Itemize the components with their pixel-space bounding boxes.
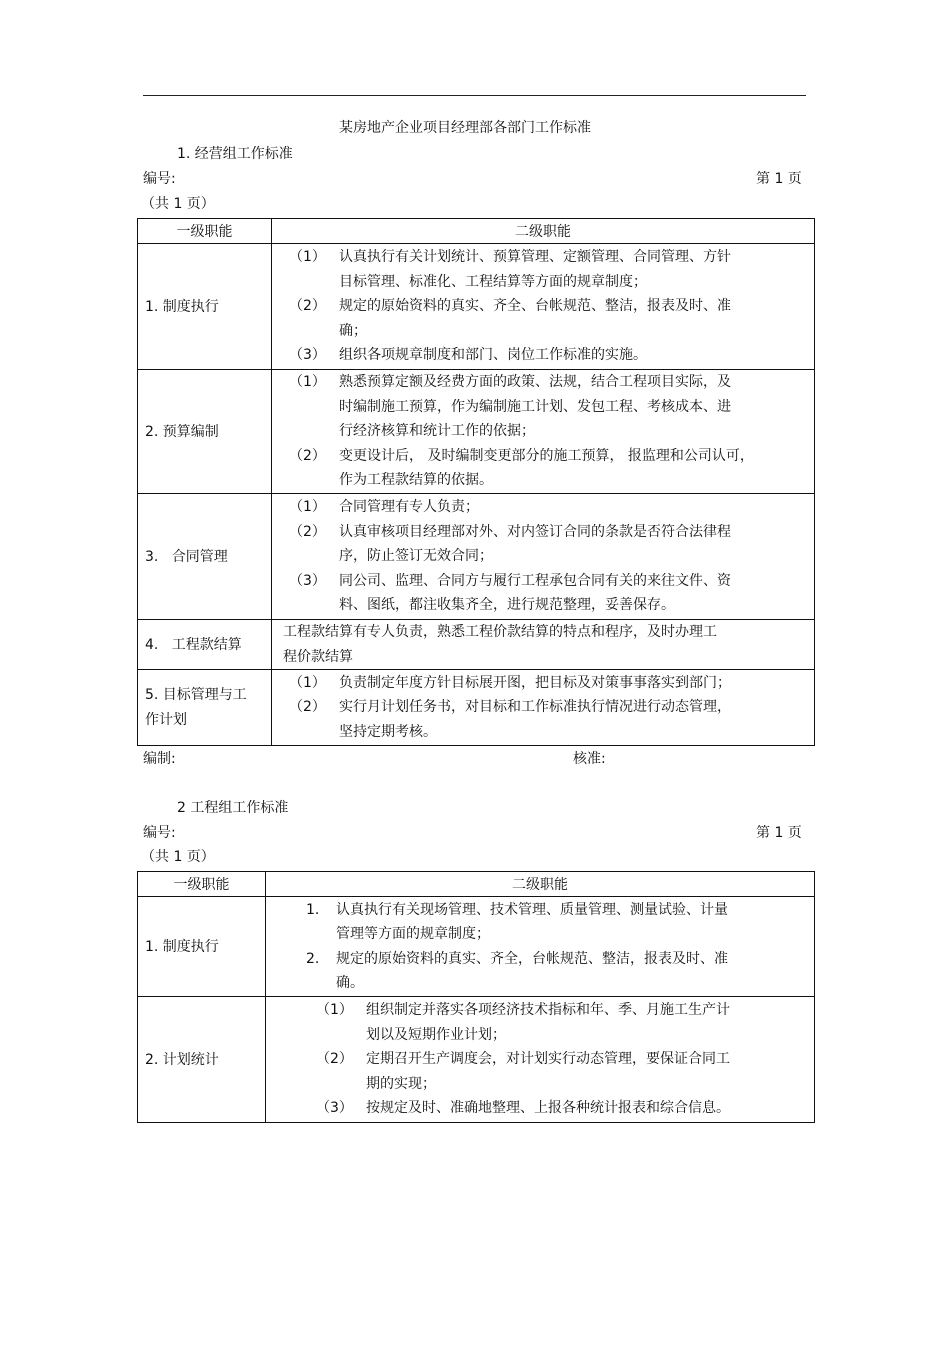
list-item xyxy=(289,695,814,744)
list-item xyxy=(289,343,814,368)
item-text: 认真执行有关计划统计、预算管理、定额管理、合同管理、方针 目标管理、标准化、工程结算等方面的规章制度； xyxy=(339,249,731,290)
item-text: 合同管理有专人负责； xyxy=(339,499,479,516)
compiled-label: 编制: xyxy=(143,751,176,767)
item-number: 1. xyxy=(306,901,320,918)
list-item xyxy=(316,1096,814,1121)
level1-cell: 3. 合同管理 xyxy=(138,494,272,620)
section2-total-label: （共 1 页） xyxy=(141,849,215,865)
table-header-row xyxy=(138,872,815,897)
item-text: 按规定及时、准确地整理、上报各种统计报表和综合信息。 xyxy=(366,1100,730,1117)
item-text: 认真审核项目经理部对外、对内签订合同的条款是否符合法律程 序，防止签订无效合同； xyxy=(339,523,731,565)
section1-table xyxy=(137,218,815,746)
item-number: （3） xyxy=(289,572,326,589)
item-text: 组织各项规章制度和部门、岗位工作标准的实施。 xyxy=(339,347,647,364)
list-item xyxy=(289,294,814,343)
section1-heading: 1. 经营组工作标准 xyxy=(177,146,293,162)
list-item xyxy=(289,671,814,696)
item-number: 2. xyxy=(306,950,320,967)
list-item xyxy=(289,569,814,618)
section1-code-label: 编号: xyxy=(143,171,176,187)
item-text: 定期召开生产调度会，对计划实行动态管理，要保证合同工 期的实现； xyxy=(366,1051,730,1092)
col-header-level2: 二级职能 xyxy=(272,219,815,244)
item-number: （2） xyxy=(289,447,326,464)
section2-code-label: 编号: xyxy=(143,825,176,841)
level1-cell: 4. 工程款结算 xyxy=(138,620,272,670)
level2-cell xyxy=(272,494,815,620)
section1-total-label: （共 1 页） xyxy=(141,196,215,212)
item-number: （2） xyxy=(289,298,326,315)
list-item xyxy=(289,520,814,569)
item-text: 变更设计后， 及时编制变更部分的施工预算， 报监理和公司认可， 作为工程款结算的依据。 xyxy=(339,447,754,489)
item-text: 熟悉预算定额及经费方面的政策、法规，结合工程项目实际，及 时编制施工预算，作为编制施工计划、发包工程、考核成本、进 行经济核算和统计工作的依据； xyxy=(339,374,731,440)
item-text: 同公司、监理、合同方与履行工程承包合同有关的来往文件、资 料、图纸，都注收集齐全，进行规范整理，妥善保存。 xyxy=(339,572,731,614)
table-row xyxy=(138,997,815,1123)
table-row xyxy=(138,244,815,370)
item-text: 实行月计划任务书，对目标和工作标准执行情况进行动态管理， 坚持定期考核。 xyxy=(339,699,731,740)
list-item xyxy=(316,998,814,1047)
document-title: 某房地产企业项目经理部各部门工作标准 xyxy=(339,120,591,136)
item-number: （3） xyxy=(316,1100,353,1117)
level2-text: 工程款结算有专人负责，熟悉工程价款结算的特点和程序，及时办理工 程价款结算 xyxy=(283,624,717,665)
item-text: 认真执行有关现场管理、技术管理、质量管理、测量试验、计量 管理等方面的规章制度； xyxy=(336,901,728,942)
level2-cell xyxy=(272,620,815,670)
list-item xyxy=(289,495,814,520)
table-row xyxy=(138,897,815,997)
level2-cell xyxy=(272,370,815,494)
level1-cell: 2. 预算编制 xyxy=(138,370,272,494)
item-text: 规定的原始资料的真实、齐全，台帐规范、整洁，报表及时、准 确。 xyxy=(336,950,728,991)
item-number: （3） xyxy=(289,347,326,364)
item-text: 规定的原始资料的真实、齐全、台帐规范、整洁，报表及时、准 确； xyxy=(339,298,731,339)
item-number: （1） xyxy=(316,1002,353,1019)
item-number: （1） xyxy=(289,249,326,266)
table-row xyxy=(138,370,815,494)
col-header-level2: 二级职能 xyxy=(266,872,815,897)
level1-cell: 2. 计划统计 xyxy=(138,997,266,1123)
item-number: （1） xyxy=(289,674,326,691)
table-row xyxy=(138,670,815,746)
section2-heading: 2 工程组工作标准 xyxy=(177,800,289,816)
list-item xyxy=(289,245,814,294)
section2-table xyxy=(137,871,815,1123)
level2-cell xyxy=(266,897,815,997)
list-item xyxy=(306,898,814,947)
level2-cell xyxy=(266,997,815,1123)
top-rule xyxy=(143,95,806,96)
item-text: 组织制定并落实各项经济技术指标和年、季、月施工生产计 划以及短期作业计划； xyxy=(366,1002,730,1043)
item-number: （2） xyxy=(289,523,326,540)
item-number: （1） xyxy=(289,374,326,391)
col-header-level1: 一级职能 xyxy=(138,872,266,897)
list-item xyxy=(289,370,814,444)
list-item xyxy=(306,947,814,996)
level2-cell xyxy=(272,670,815,746)
level2-cell xyxy=(272,244,815,370)
section1-page-label: 第 1 页 xyxy=(756,171,802,187)
item-number: （2） xyxy=(316,1051,353,1068)
table-header-row xyxy=(138,219,815,244)
list-item xyxy=(289,444,814,493)
item-text: 负责制定年度方针目标展开图，把目标及对策事事落实到部门； xyxy=(339,674,731,691)
level1-cell: 5. 目标管理与工 作计划 xyxy=(138,670,272,746)
item-number: （2） xyxy=(289,699,326,716)
item-number: （1） xyxy=(289,499,326,516)
section2-page-label: 第 1 页 xyxy=(756,825,802,841)
level1-cell: 1. 制度执行 xyxy=(138,244,272,370)
table-row xyxy=(138,620,815,670)
table-row xyxy=(138,494,815,620)
col-header-level1: 一级职能 xyxy=(138,219,272,244)
list-item xyxy=(316,1047,814,1096)
level1-cell: 1. 制度执行 xyxy=(138,897,266,997)
approved-label: 核准: xyxy=(573,751,606,767)
